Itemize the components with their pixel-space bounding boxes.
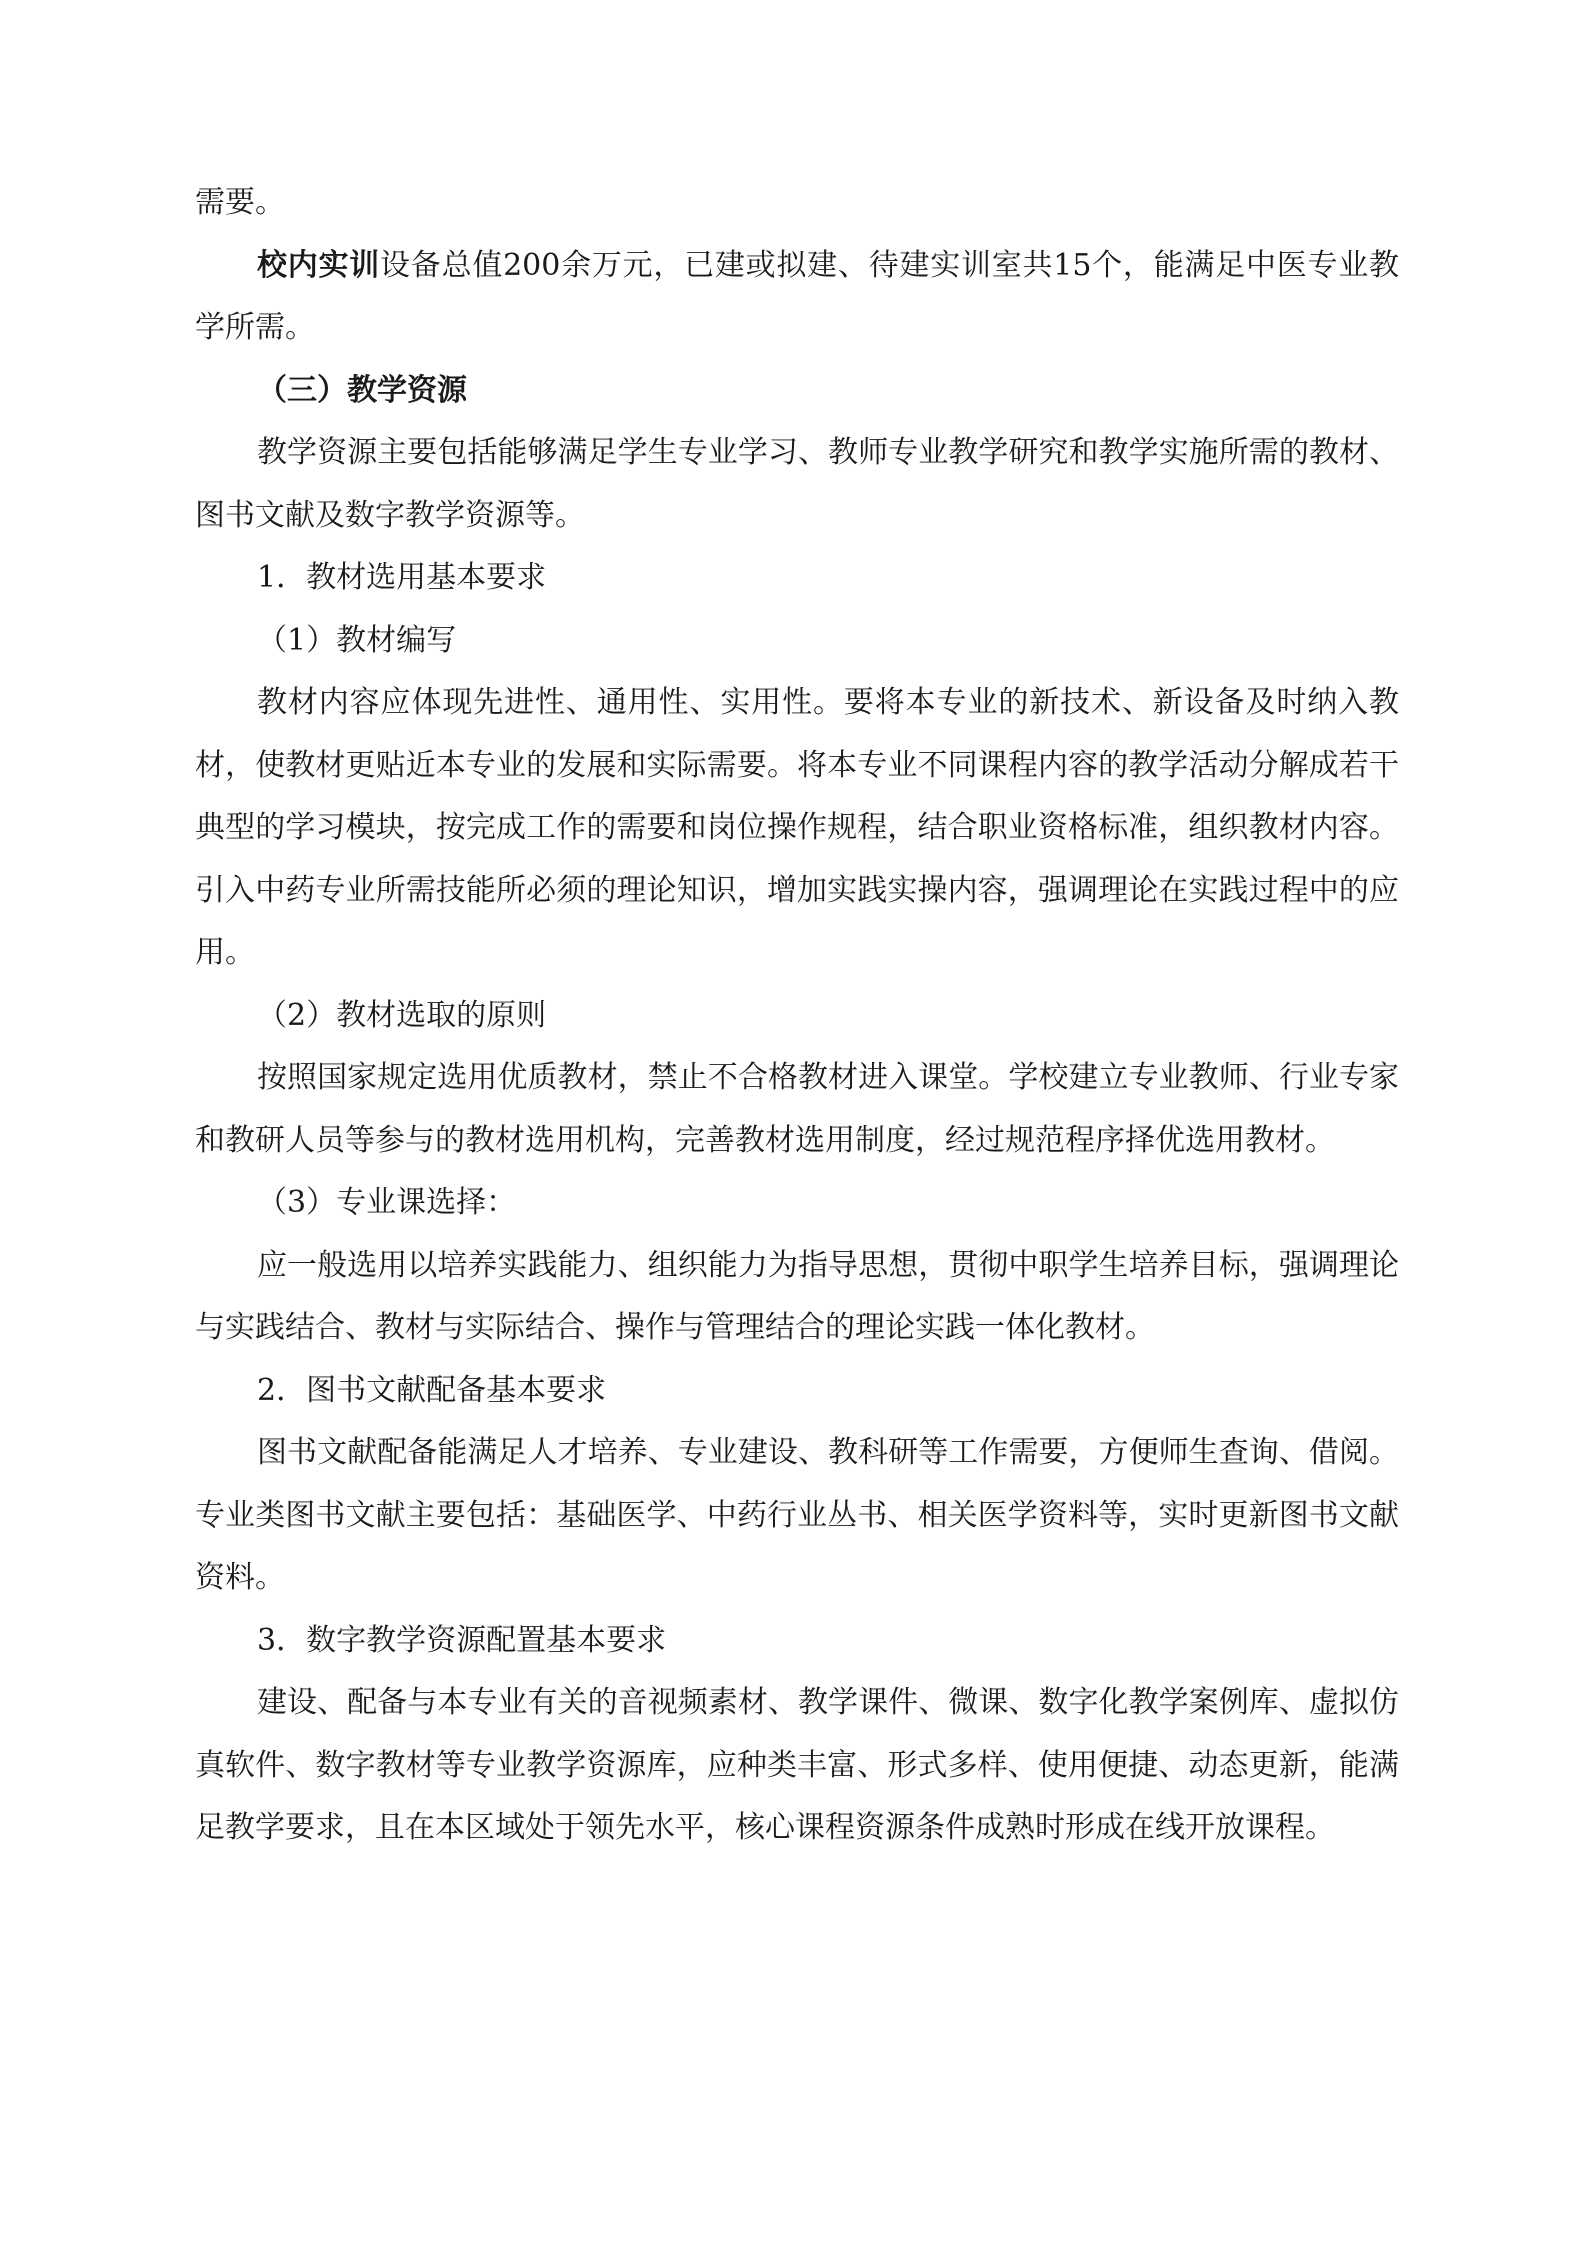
subheading-textbook-requirements: 1．教材选用基本要求 [257, 560, 547, 595]
paragraph-training-equipment [195, 235, 1399, 360]
subheading-course-selection: （3）专业课选择： [257, 1185, 517, 1220]
paragraph-textbook-selection: 按照国家规定选用优质教材，禁止不合格教材进入课堂。学校建立专业教师、行业专家和教研人员等参与的教材选用机构，完善教材选用制度，经过规范程序择优选用教材。 [195, 1060, 1399, 1158]
section-heading-teaching-resources: （三）教学资源 [257, 372, 467, 408]
paragraph-text: 设备总值200余万元，已建或拟建、待建实训室共15个，能满足中医专业教学所需。 [195, 247, 1400, 345]
subheading-textbook-writing: （1）教材编写 [257, 622, 457, 658]
paragraph-resources-intro: 教学资源主要包括能够满足学生专业学习、教师专业教学研究和教学实施所需的教材、图书文献及数字教学资源等。 [195, 435, 1399, 533]
subheading-digital-resources: 3．数字教学资源配置基本要求 [257, 1622, 667, 1658]
document-body [195, 172, 1399, 1860]
paragraph-library: 图书文献配备能满足人才培养、专业建设、教科研等工作需要，方便师生查询、借阅。专业类图书文献主要包括：基础医学、中药行业丛书、相关医学资料等，实时更新图书文献资料。 [195, 1435, 1399, 1595]
bold-term: 校内实训 [257, 247, 381, 283]
paragraph-course-selection: 应一般选用以培养实践能力、组织能力为指导思想，贯彻中职学生培养目标，强调理论与实践结合、教材与实际结合、操作与管理结合的理论实践一体化教材。 [195, 1247, 1399, 1345]
subheading-textbook-selection-principle: （2）教材选取的原则 [257, 997, 547, 1033]
paragraph-digital-resources: 建设、配备与本专业有关的音视频素材、教学课件、微课、数字化教学案例库、虚拟仿真软件、数字教材等专业教学资源库，应种类丰富、形式多样、使用便捷、动态更新，能满足教学要求，且在本区域处于领先水平，核心课程资源条件成熟时形成在线开放课程。 [195, 1685, 1399, 1845]
subheading-library-requirements: 2．图书文献配备基本要求 [257, 1372, 607, 1408]
paragraph-textbook-content: 教材内容应体现先进性、通用性、实用性。要将本专业的新技术、新设备及时纳入教材，使教材更贴近本专业的发展和实际需要。将本专业不同课程内容的教学活动分解成若干典型的学习模块，按完成工作的需要和岗位操作规程，结合职业资格标准，组织教材内容。引入中药专业所需技能所必须的理论知识，增加实践实操内容，强调理论在实践过程中的应用。 [195, 685, 1399, 970]
paragraph-continuation: 需要。 [195, 185, 285, 220]
